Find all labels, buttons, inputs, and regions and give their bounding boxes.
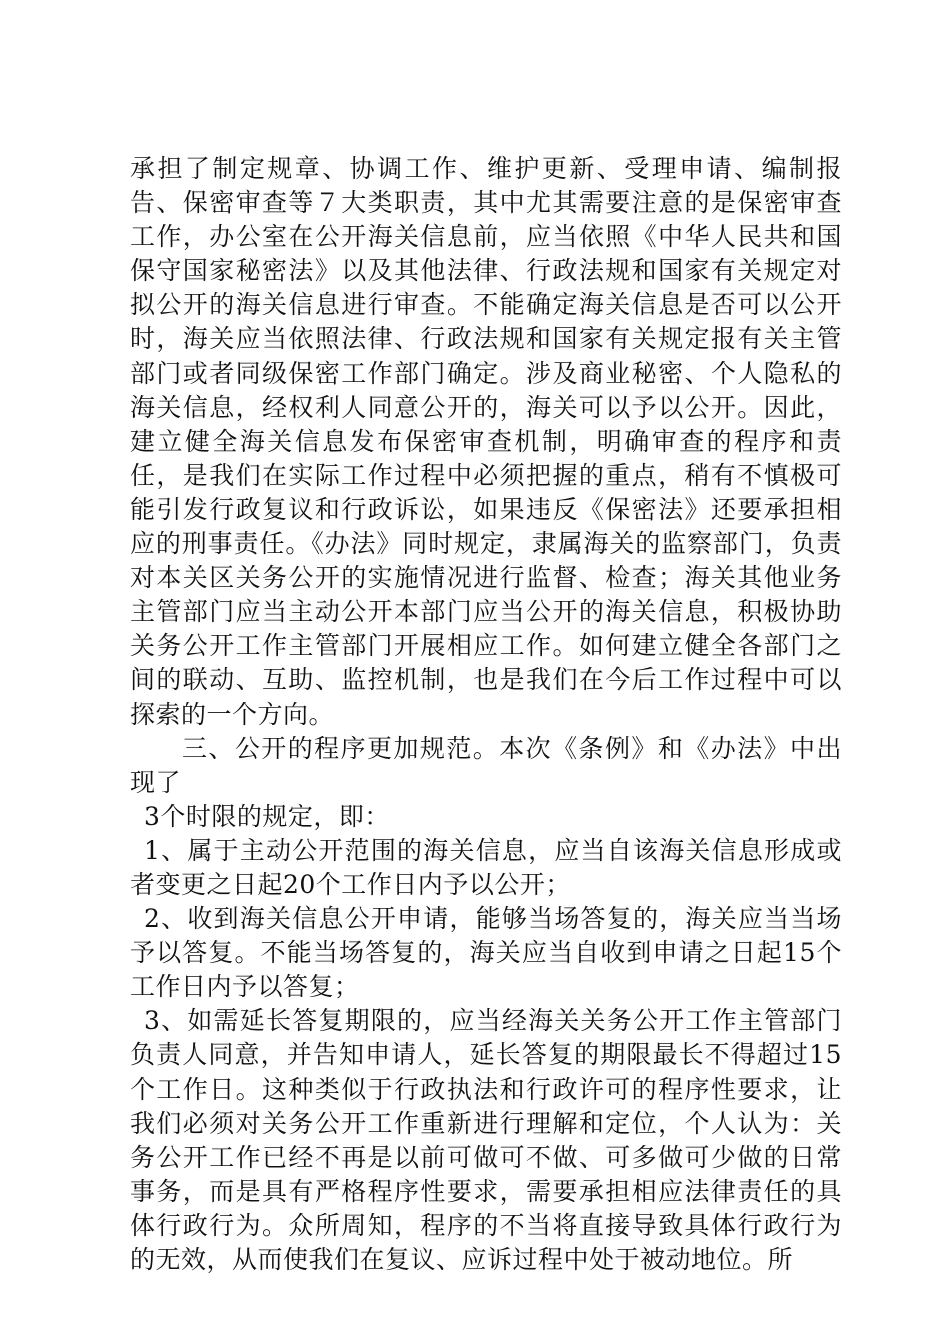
- paragraph-time-limits: 3个时限的规定，即：: [144, 801, 390, 831]
- paragraph-responsibilities: 承担了制定规章、协调工作、维护更新、受理申请、编制报告、保密审查等７大类职责，其中尤其需要注意的是保密审查工作，办公室在公开海关信息前，应当依照《中华人民共和国保守国家秘密法》以及其他法律、行政法规和国家有关规定对拟公开的海关信息进行审查。不能确定海关信息是否可以公开时，海关应当依照法律、行政法规和国家有关规定报有关主管部门或者同级保密工作部门确定。涉及商业秘密、个人隐私的海关信息，经权利人同意公开的，海关可以予以公开。因此，建立健全海关信息发布保密审查机制，明确审查的程序和责任，是我们在实际工作过程中必须把握的重点，稍有不慎极可能引发行政复议和行政诉讼，如果违反《保密法》还要承担相应的刑事责任。《办法》同时规定，隶属海关的监察部门，负责对本关区关务公开的实施情况进行监督、检查；海关其他业务主管部门应当主动公开本部门应当公开的海关信息，积极协助关务公开工作主管部门开展相应工作。如何建立健全各部门之间的联动、互助、监控机制，也是我们在今后工作过程中可以探索的一个方向。: [130, 154, 842, 729]
- paragraph-item-1: 1、属于主动公开范围的海关信息，应当自该海关信息形成或者变更之日起20个工作日内予以公开；: [130, 835, 842, 899]
- paragraph-item-2: 2、收到海关信息公开申请，能够当场答复的，海关应当当场予以答复。不能当场答复的，海关应当自收到申请之日起15个工作日内予以答复；: [130, 904, 842, 1002]
- document-body: [130, 152, 842, 1277]
- paragraph-section-three: 三、公开的程序更加规范。本次《条例》和《办法》中出现了: [130, 733, 842, 797]
- paragraph-item-3: 3、如需延长答复期限的，应当经海关关务公开工作主管部门负责人同意，并告知申请人，延长答复的期限最长不得超过15个工作日。这种类似于行政执法和行政许可的程序性要求，让我们必须对关务公开工作重新进行理解和定位，个人认为：关务公开工作已经不再是以前可做可不做、可多做可少做的日常事务，而是具有严格程序性要求，需要承担相应法律责任的具体行政行为。众所周知，程序的不当将直接导致具体行政行为的无效，从而使我们在复议、应诉过程中处于被动地位。所: [130, 1006, 842, 1274]
